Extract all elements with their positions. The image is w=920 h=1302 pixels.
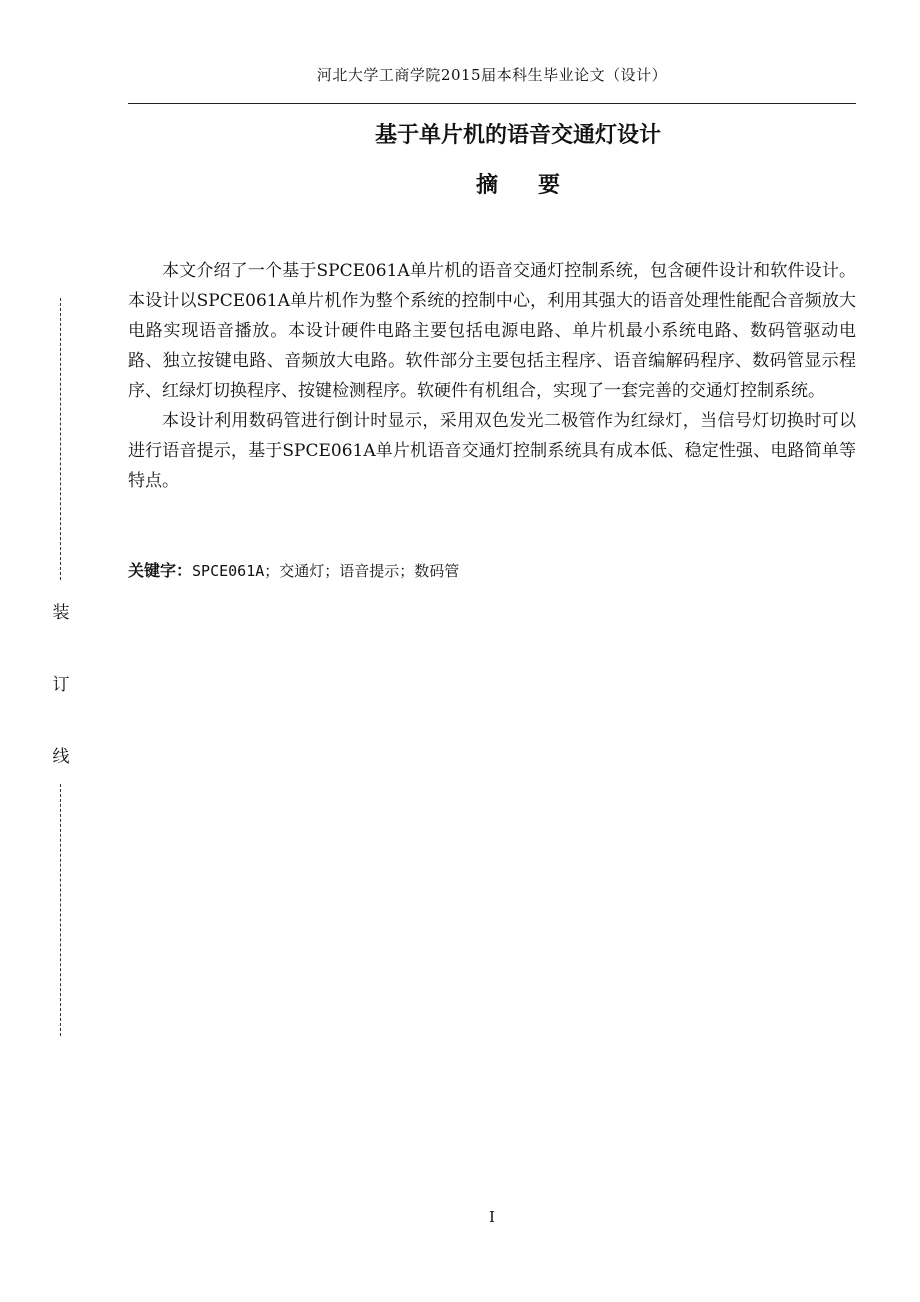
binding-line-top <box>60 298 61 580</box>
binding-char-ding: 订 <box>52 675 70 695</box>
keywords-line <box>128 558 856 581</box>
paper-title: 基于单片机的语音交通灯设计 <box>374 123 661 148</box>
abstract-heading: 摘要 <box>475 173 600 198</box>
abstract-body <box>128 256 856 496</box>
page-number: I <box>489 1208 495 1226</box>
binding-char-xian: 线 <box>52 747 70 767</box>
binding-line-bottom <box>60 784 61 1036</box>
keywords-values: SPCE061A；交通灯；语音提示；数码管 <box>192 562 460 580</box>
binding-char-zhuang: 装 <box>52 603 70 623</box>
abstract-paragraph-2: 本设计利用数码管进行倒计时显示，采用双色发光二极管作为红绿灯，当信号灯切换时可以进行语音提示，基于SPCE061A单片机语音交通灯控制系统具有成本低、稳定性强、电路简单等特点。 <box>128 411 856 491</box>
running-header: 河北大学工商学院2015届本科生毕业论文（设计） <box>316 66 668 84</box>
keywords-label: 关键字： <box>128 561 193 580</box>
header-rule <box>128 103 856 104</box>
abstract-paragraph-1: 本文介绍了一个基于SPCE061A单片机的语音交通灯控制系统，包含硬件设计和软件设计。本设计以SPCE061A单片机作为整个系统的控制中心，利用其强大的语音处理性能配合音频放大电路实现语音播放。本设计硬件电路主要包括电源电路、单片机最小系统电路、数码管驱动电路、独立按键电路、音频放大电路。软件部分主要包括主程序、语音编解码程序、数码管显示程序、红绿灯切换程序、按键检测程序。软硬件有机组合，实现了一套完善的交通灯控制系统。 <box>128 261 856 401</box>
